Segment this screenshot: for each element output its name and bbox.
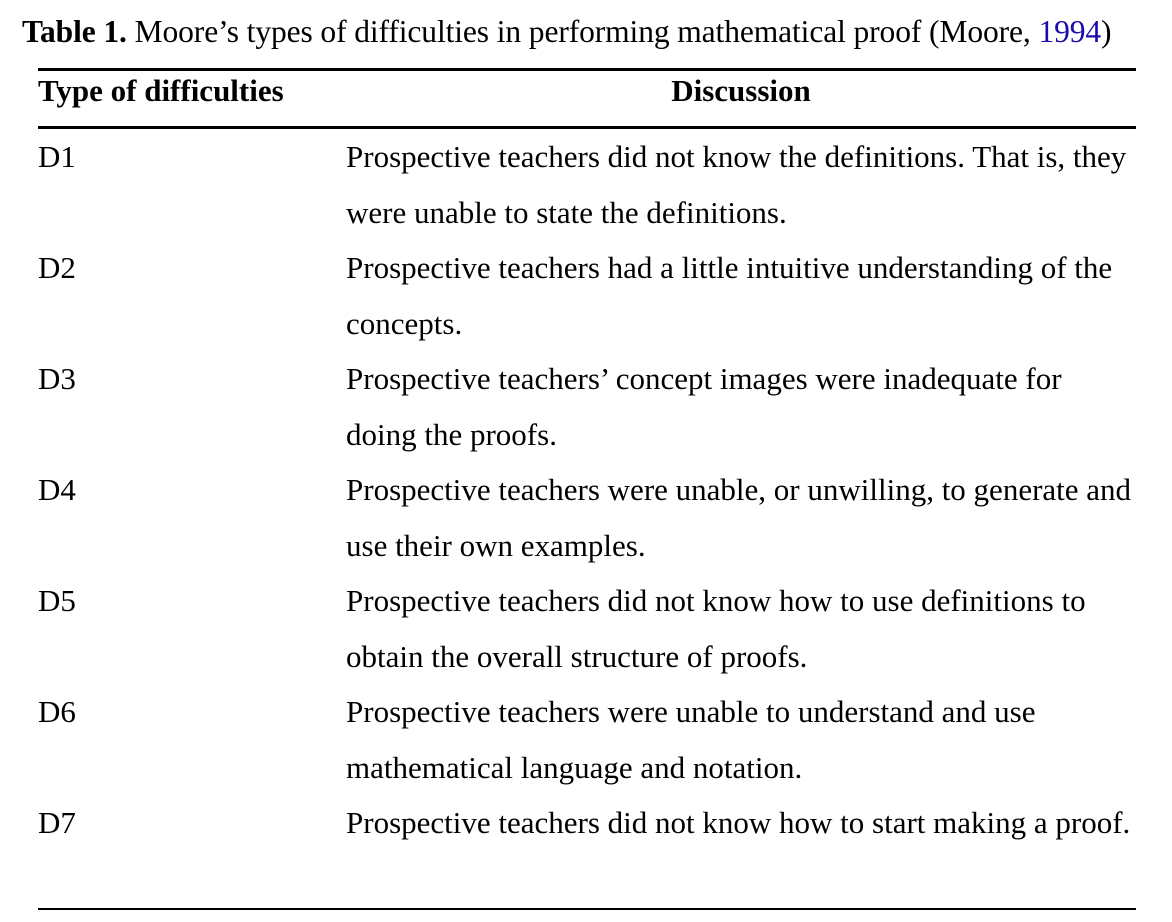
table-row [38, 573, 1136, 684]
difficulty-code: D7 [38, 805, 76, 840]
difficulty-discussion: Prospective teachers did not know how to use definitions to obtain the overall structure of proofs. [346, 583, 1086, 674]
table-caption-text: Moore’s types of difficulties in performing mathematical proof (Moore, [126, 14, 1039, 49]
table-row [38, 684, 1136, 795]
table-row [38, 240, 1136, 351]
difficulty-discussion: Prospective teachers were unable, or unwilling, to generate and use their own examples. [346, 472, 1132, 563]
table-caption [22, 12, 1167, 52]
difficulty-code: D4 [38, 472, 76, 507]
difficulty-discussion: Prospective teachers did not know the definitions. That is, they were unable to state the definitions. [346, 139, 1127, 230]
difficulty-code: D5 [38, 583, 76, 618]
difficulty-discussion: Prospective teachers had a little intuitive understanding of the concepts. [346, 250, 1113, 341]
difficulty-discussion: Prospective teachers’ concept images were inadequate for doing the proofs. [346, 361, 1062, 452]
difficulties-table [38, 71, 1136, 906]
difficulty-code: D1 [38, 139, 76, 174]
header-discussion: Discussion [671, 73, 811, 108]
table-bottom-rule [38, 908, 1136, 910]
difficulty-discussion: Prospective teachers were unable to understand and use mathematical language and notation. [346, 694, 1036, 785]
table-caption-label: Table 1. [22, 14, 127, 49]
table-row [38, 351, 1136, 462]
difficulty-discussion: Prospective teachers did not know how to start making a proof. [346, 805, 1131, 840]
table-header-row [38, 71, 1136, 126]
table-row [38, 129, 1136, 240]
difficulty-code: D6 [38, 694, 76, 729]
citation-link[interactable]: 1994 [1038, 14, 1102, 49]
header-type-of-difficulties: Type of difficulties [38, 73, 284, 108]
difficulty-code: D2 [38, 250, 76, 285]
table-caption-close: ) [1101, 14, 1112, 49]
difficulty-code: D3 [38, 361, 76, 396]
table-row [38, 462, 1136, 573]
table-row [38, 795, 1136, 906]
